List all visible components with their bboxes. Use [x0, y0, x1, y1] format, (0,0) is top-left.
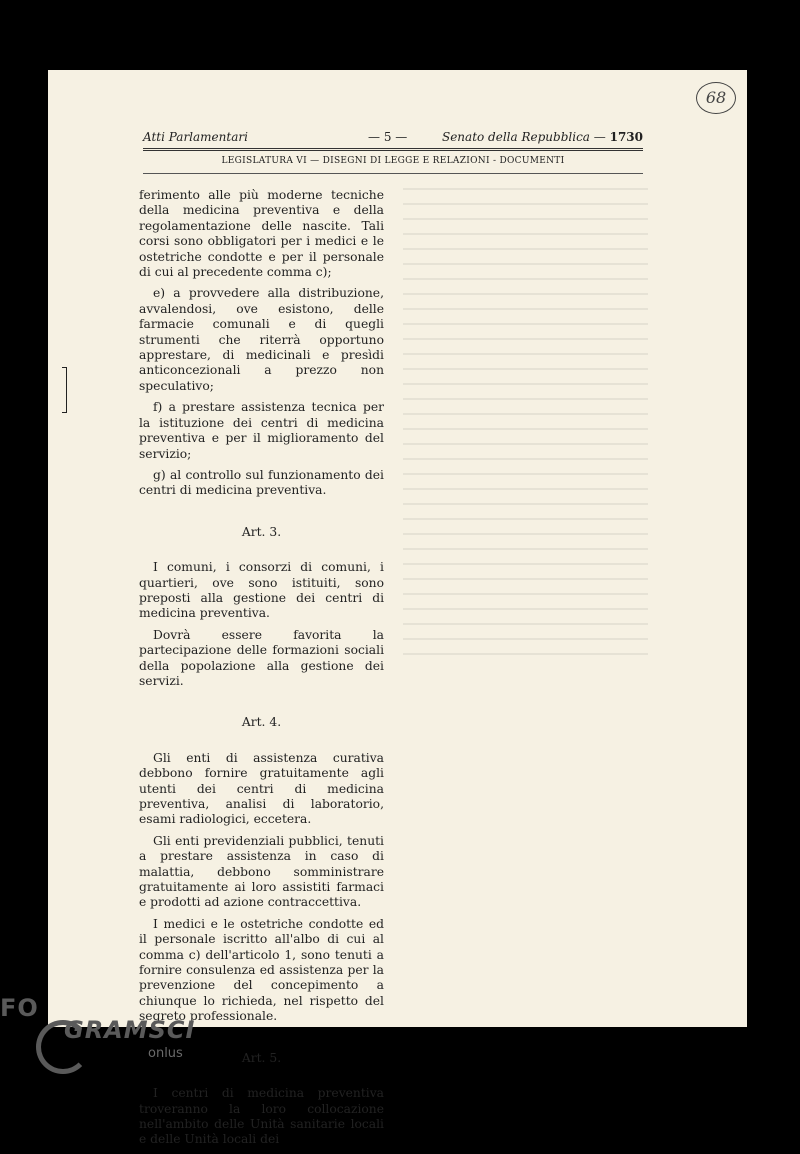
fondazione-gramsci-watermark [0, 990, 300, 1080]
paragraph: Dovrà essere favorita la partecipazione delle formazioni sociali della popolazione alla gestione dei servizi. [139, 627, 384, 688]
paragraph: I comuni, i consorzi di comuni, i quartieri, ove sono istituiti, sono preposti alla gestione dei centri di medicina preventiva. [139, 560, 384, 621]
paragraph: Gli enti di assistenza curativa debbono fornire gratuitamente agli utenti dei centri di medicina preventiva, analisi di laboratorio, esami radiologici, eccetera. [139, 750, 384, 827]
subheader: LEGISLATURA VI — DISEGNI DI LEGGE E RELAZIONI - DOCUMENTI [221, 156, 565, 166]
watermark-onlus: onlus [148, 1046, 183, 1061]
header-rule-double [143, 150, 643, 151]
header-right [442, 130, 643, 144]
paragraph: I medici e le ostetriche condotte ed il personale iscritto all'albo di cui al comma c) dell'articolo 1, sono tenuti a fornire consulenza ed assistenza per la prevenzione del concepimento a chiunque lo richieda, nel rispetto del segreto professionale. [139, 916, 384, 1024]
paragraph: f) a prestare assistenza tecnica per la istituzione dei centri di medicina preventiva e per il miglioramento del servizio; [139, 400, 384, 461]
subheader-rule [143, 173, 643, 174]
paragraph: g) al controllo sul funzionamento dei centri di medicina preventiva. [139, 467, 384, 498]
document-number: 1730 [609, 130, 643, 144]
page-stamp: 68 [696, 82, 736, 114]
watermark-fo: FO [0, 994, 39, 1022]
article-heading: Art. 3. [241, 524, 282, 539]
header-left: Atti Parlamentari [143, 130, 248, 144]
watermark-gramsci: GRAMSCI [64, 1016, 196, 1044]
paragraph: e) a provvedere alla distribuzione, avvalendosi, ove esistono, delle farmacie comunali e di quegli strumenti che riterrà opportuno apprestare, di medicinali e presìdi anticoncezionali a prezzo non speculativo; [139, 286, 384, 393]
paragraph: I centri di medicina preventiva troveranno la loro collocazione nell'ambito delle Unità sanitarie locali e delle Unità locali dei [139, 1086, 384, 1147]
bleed-through-text [403, 188, 648, 668]
page-number: — 5 — [368, 130, 408, 144]
margin-bracket-mark [62, 367, 67, 413]
article-heading: Art. 4. [241, 715, 282, 730]
article-heading: Art. 5. [241, 1050, 282, 1065]
header-right-text: Senato della Repubblica — [441, 130, 606, 144]
paragraph: Gli enti previdenziali pubblici, tenuti a prestare assistenza in caso di malattia, debbono somministrare gratuitamente ai loro assistiti farmaci e prodotti ad azione contraccettiva. [139, 833, 384, 910]
header-rule [143, 148, 643, 149]
paragraph: ferimento alle più moderne tecniche della medicina preventiva e della regolamentazione delle nascite. Tali corsi sono obbligatori per i medici e le ostetriche condotte e per il personale di cui al precedente comma c); [139, 188, 384, 280]
